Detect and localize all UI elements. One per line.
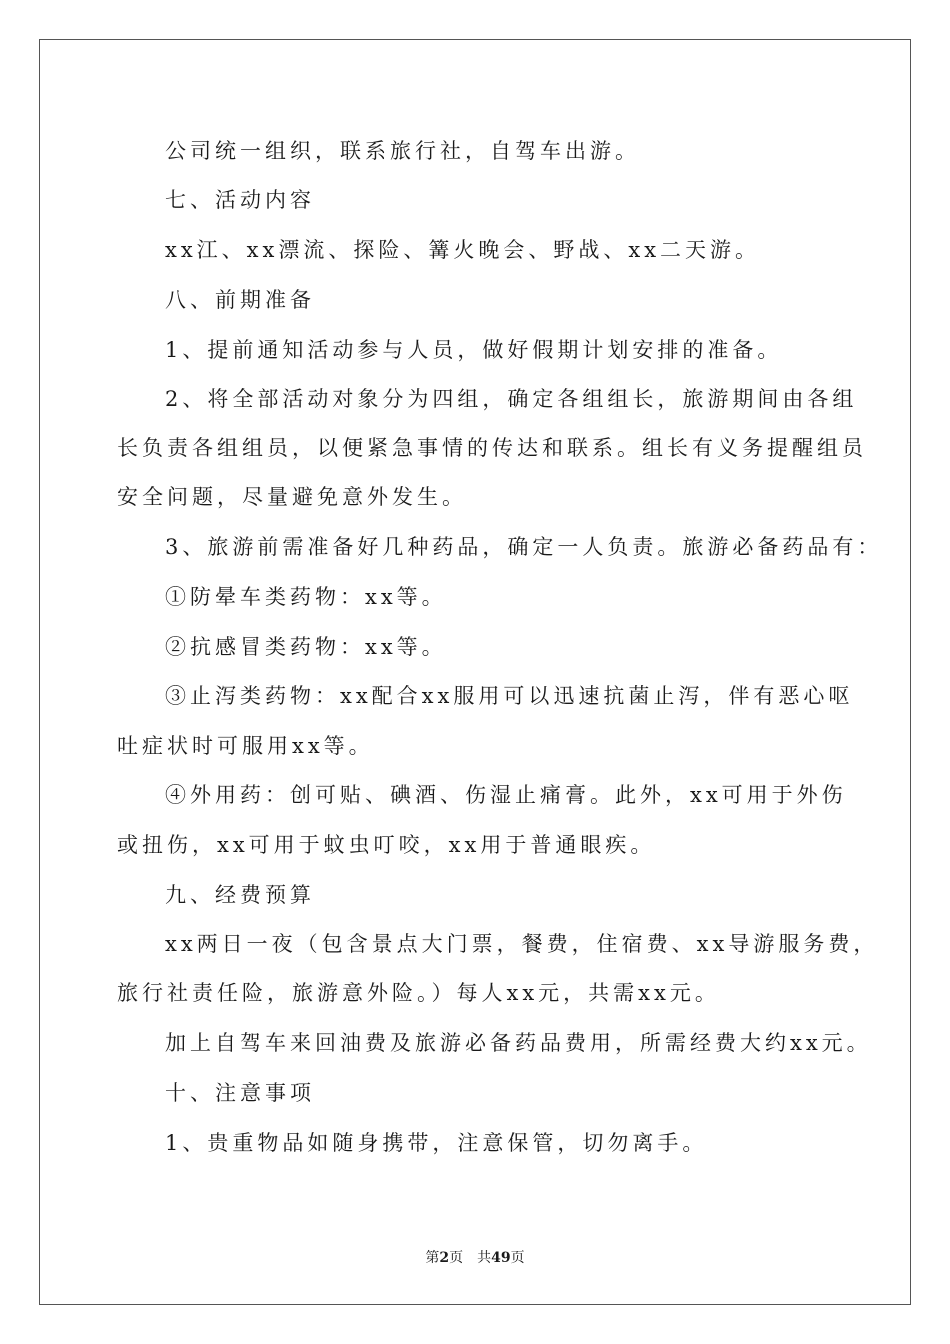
paragraph-line: 1、贵重物品如随身携带，注意保管，切勿离手。 xyxy=(165,1131,708,1155)
paragraph-line: 安全问题，尽量避免意外发生。 xyxy=(117,485,467,509)
paragraph-line: xx江、xx漂流、探险、篝火晚会、野战、xx二天游。 xyxy=(165,238,761,262)
list-item: ③止泻类药物：xx配合xx服用可以迅速抗菌止泻，伴有恶心呕 xyxy=(165,684,854,708)
footer-total-suffix: 页 xyxy=(510,1250,525,1266)
footer-total-pages: 49 xyxy=(491,1250,511,1266)
paragraph-line: 长负责各组组员，以便紧急事情的传达和联系。组长有义务提醒组员 xyxy=(117,436,867,460)
footer-total-prefix: 共 xyxy=(477,1250,492,1266)
paragraph-line: xx两日一夜（包含景点大门票，餐费，住宿费、xx导游服务费， xyxy=(165,932,879,956)
footer-page-prefix: 第 xyxy=(425,1250,440,1266)
section-heading-preparation: 八、前期准备 xyxy=(165,288,315,312)
page-border xyxy=(39,39,911,1305)
paragraph-line: 旅行社责任险，旅游意外险。）每人xx元，共需xx元。 xyxy=(117,981,720,1005)
footer-page-number: 2 xyxy=(439,1250,450,1266)
page-footer xyxy=(0,1248,950,1268)
paragraph-line: 公司统一组织，联系旅行社，自驾车出游。 xyxy=(165,139,640,163)
list-item: ②抗感冒类药物：xx等。 xyxy=(165,635,447,659)
section-heading-budget: 九、经费预算 xyxy=(165,883,315,907)
list-item: ④外用药：创可贴、碘酒、伤湿止痛膏。此外，xx可用于外伤 xyxy=(165,783,847,807)
paragraph-line: 2、将全部活动对象分为四组，确定各组组长，旅游期间由各组 xyxy=(165,387,858,411)
list-item: ①防晕车类药物：xx等。 xyxy=(165,585,447,609)
section-heading-activity-content: 七、活动内容 xyxy=(165,188,315,212)
footer-page-suffix: 页 xyxy=(449,1250,464,1266)
list-item-continuation: 或扭伤，xx可用于蚊虫叮咬，xx用于普通眼疾。 xyxy=(117,833,656,857)
list-item-continuation: 吐症状时可服用xx等。 xyxy=(117,734,374,758)
section-heading-notes: 十、注意事项 xyxy=(165,1081,315,1105)
paragraph-line: 加上自驾车来回油费及旅游必备药品费用，所需经费大约xx元。 xyxy=(165,1031,872,1055)
paragraph-line: 1、提前通知活动参与人员，做好假期计划安排的准备。 xyxy=(165,338,783,362)
paragraph-line: 3、旅游前需准备好几种药品，确定一人负责。旅游必备药品有： xyxy=(165,535,883,559)
